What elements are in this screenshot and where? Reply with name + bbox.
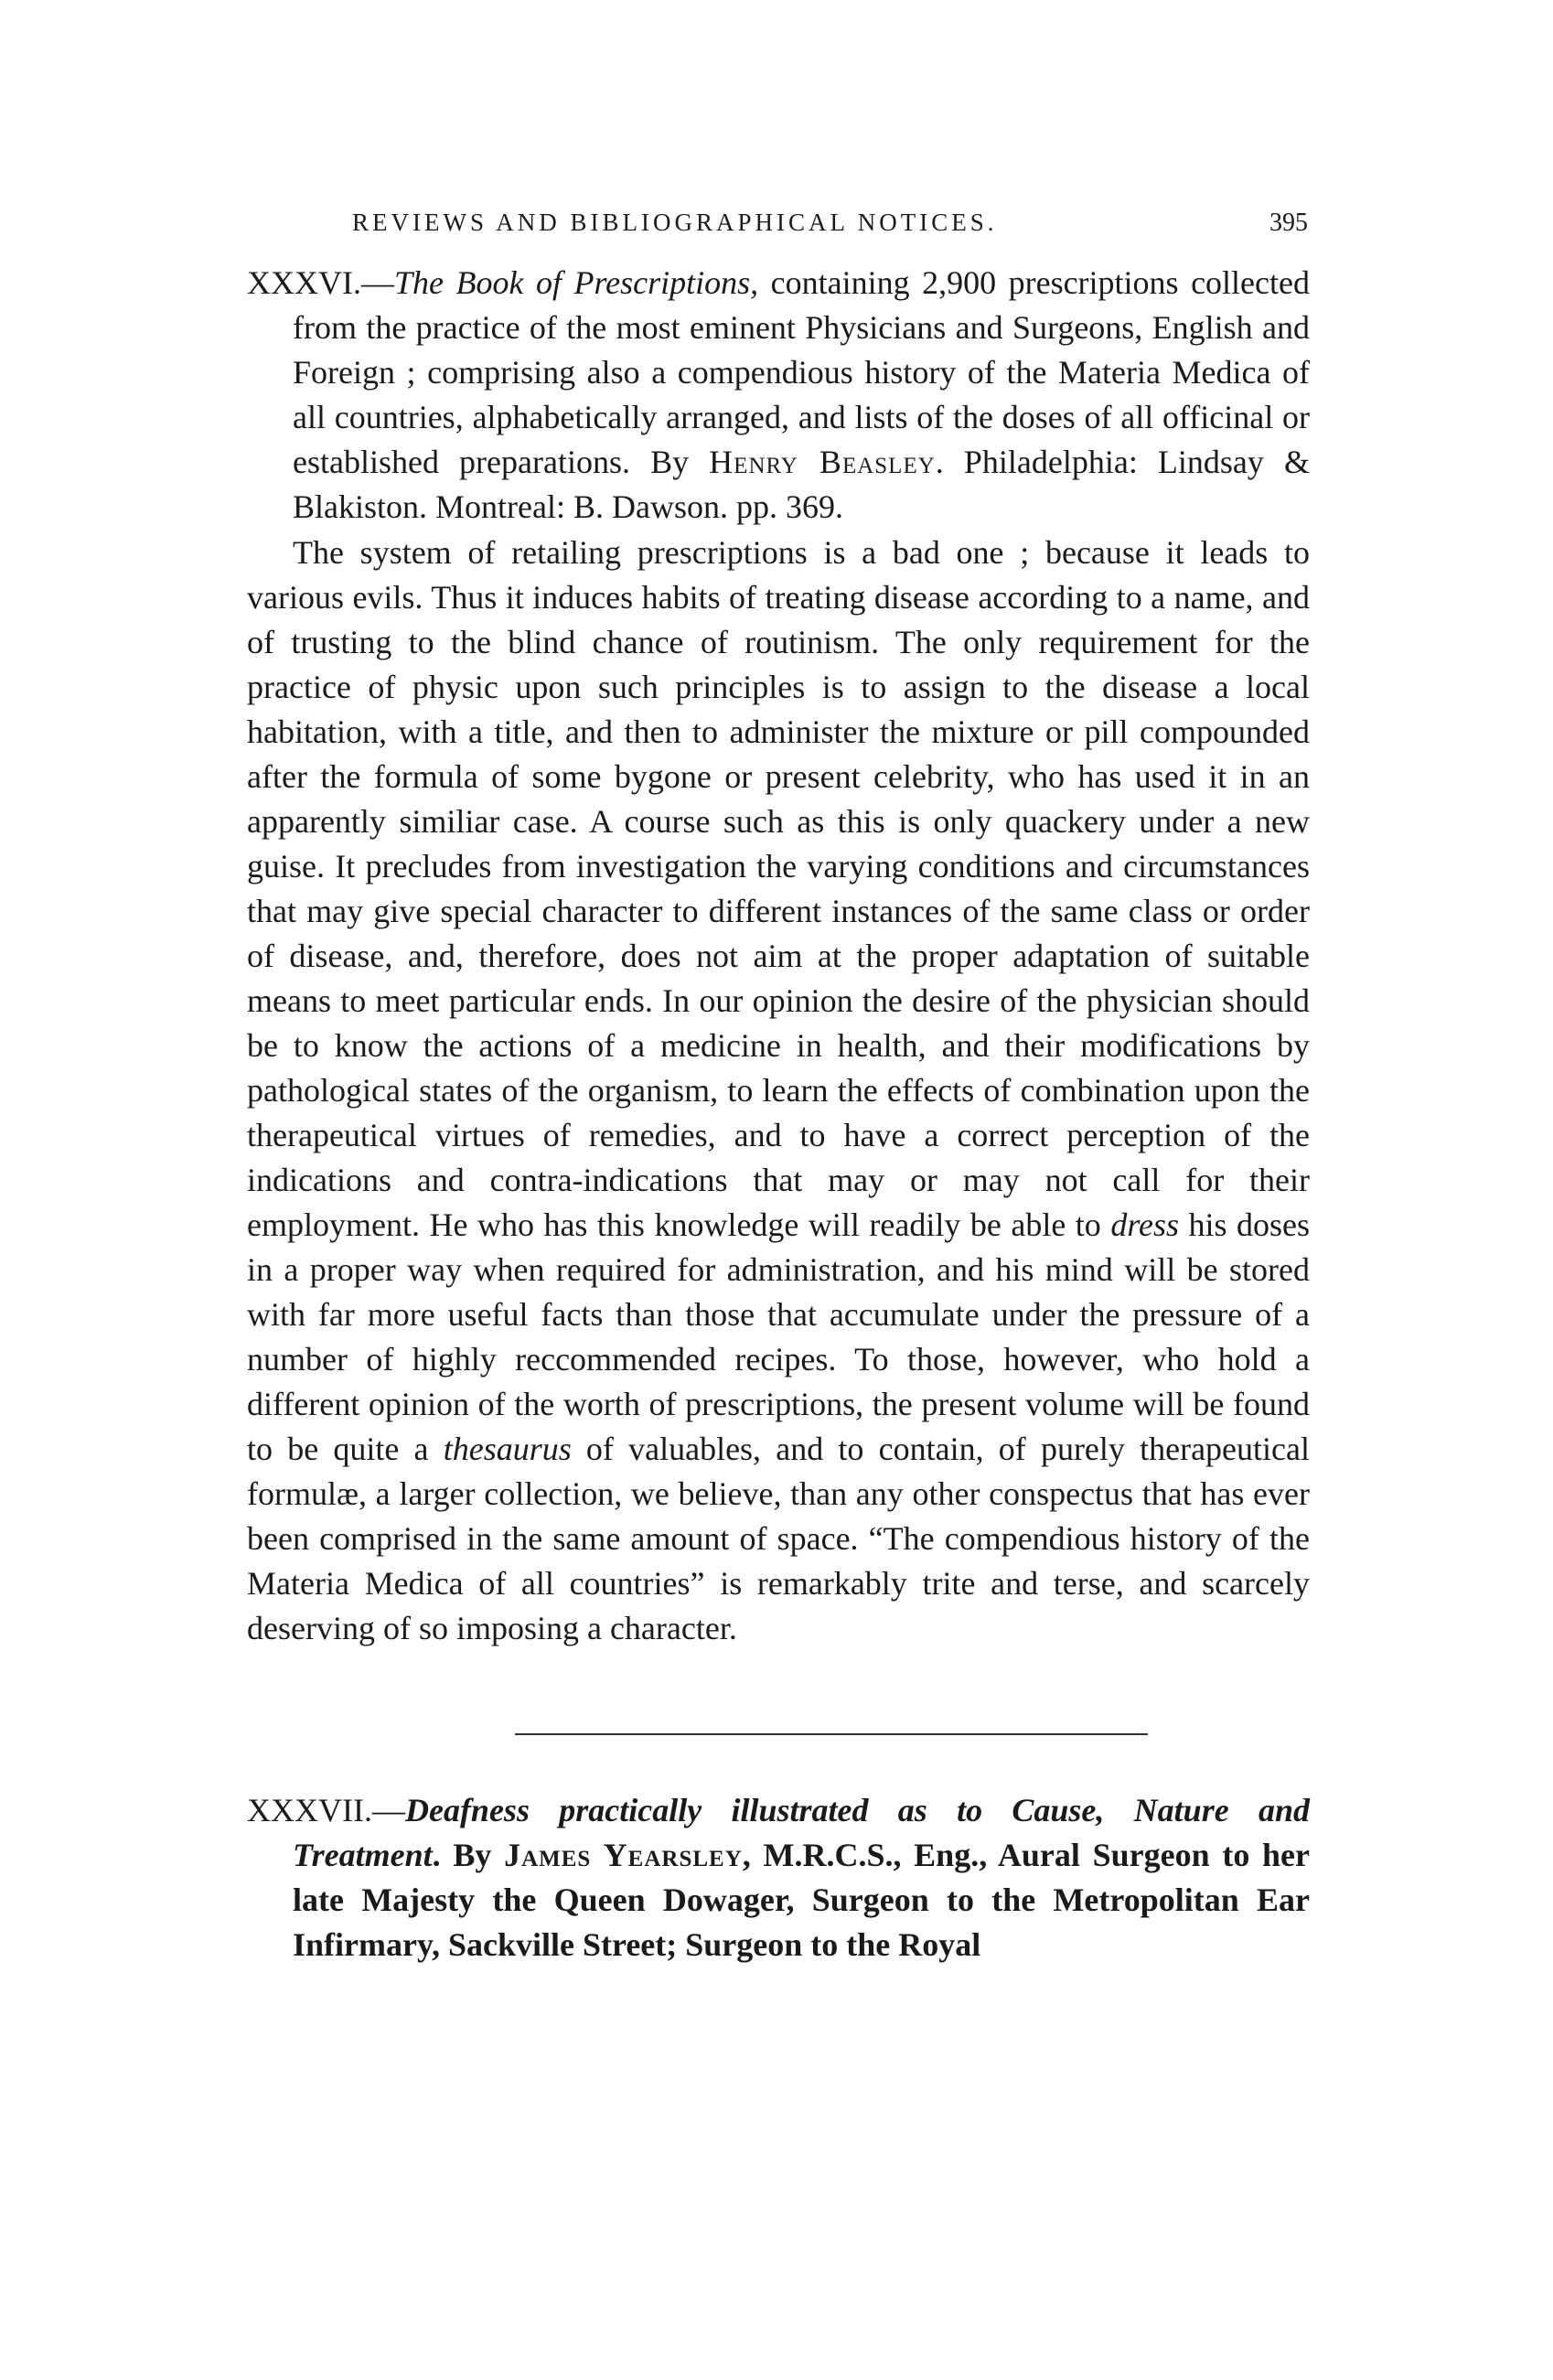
review-text: his doses in a proper way when required for administration, and his mind will be stored with far more useful facts than those that accumulate under the pressure of a number of highly reccommended recipes. To those, however, who hold a different opinion of the worth of prescriptions, the present volume will be found to be quite a xyxy=(247,1206,1310,1467)
review-paragraph xyxy=(247,531,1310,1651)
book-citation xyxy=(247,261,1310,530)
book-title: Deafness practically illustrated as to Cause, Nature and Treatment xyxy=(293,1792,1310,1873)
review-text: of valuables, and to contain, of purely therapeutical formulæ, a larger collection, we believe, than any other conspectus that has ever been comprised in the same amount of space. “The compendious history of the Materia Medica of all countries” is remarkably trite and terse, and scarcely deserving of so imposing a character. xyxy=(247,1431,1310,1646)
entry-number: XXXVI.— xyxy=(247,264,394,301)
page-number: 395 xyxy=(1269,209,1308,237)
emphasis: dress xyxy=(1110,1206,1179,1243)
review-text: The system of retailing prescriptions is a bad one ; because it leads to various evils. Thus it induces habits of treating disease according to a name, and of trusting to the blind chance of routinism. The only requirement for the practice of physic upon such principles is to assign to the disease a local habitation, with a title, and then to administer the mixture or pill compounded after the formula of some bygone or present celebrity, who has used it in an apparently similiar case. A course such as this is only quackery under a new guise. It precludes from investigation the varying conditions and circumstances that may give special character to different instances of the same class or order of disease, and, therefore, does not aim at the proper adaptation of suitable means to meet particular ends. In our opinion the desire of the physician should be to know the actions of a medicine in health, and their modifications by pathological states of the organism, to learn the effects of combination upon the therapeutical virtues of remedies, and to have a correct perception of the indications and contra-indications that may or may not call for their employment. He who has this knowledge will readily be able to xyxy=(247,534,1310,1243)
book-entry-xxxvii xyxy=(247,1788,1310,1967)
entry-number: XXXVII.— xyxy=(247,1792,405,1828)
emphasis: thesaurus xyxy=(443,1431,572,1467)
citation-text: . By xyxy=(432,1837,505,1873)
running-head: REVIEWS AND BIBLIOGRAPHICAL NOTICES. xyxy=(352,209,998,236)
book-citation xyxy=(247,1788,1310,1967)
book-title: The Book of Prescriptions, xyxy=(393,264,759,301)
citation-text: , M.R.C.S., Eng., Aural Surgeon to her late Majesty the Queen Dowager, Surgeon to the Metropolitan Ear Infirmary, Sackville Street; Surgeon to the Royal xyxy=(293,1837,1311,1963)
section-divider xyxy=(515,1733,1148,1735)
book-entry-xxxvi xyxy=(247,261,1310,530)
citation-text: containing 2,900 prescriptions collected from the practice of the most eminent Physicians and Surgeons, English and Foreign ; comprising also a compendious history of the Materia Medica of all countries, alphabetically arranged, and lists of the doses of all officinal or established preparations. By xyxy=(293,264,1310,480)
author-name: Henry Beasley xyxy=(709,444,936,480)
review-body xyxy=(247,531,1310,1651)
page-header xyxy=(247,209,1308,245)
author-name: James Yearsley xyxy=(504,1837,743,1873)
publisher-text: . Philadelphia: Lindsay & Blakiston. Montreal: B. Dawson. pp. 369. xyxy=(293,444,1310,525)
